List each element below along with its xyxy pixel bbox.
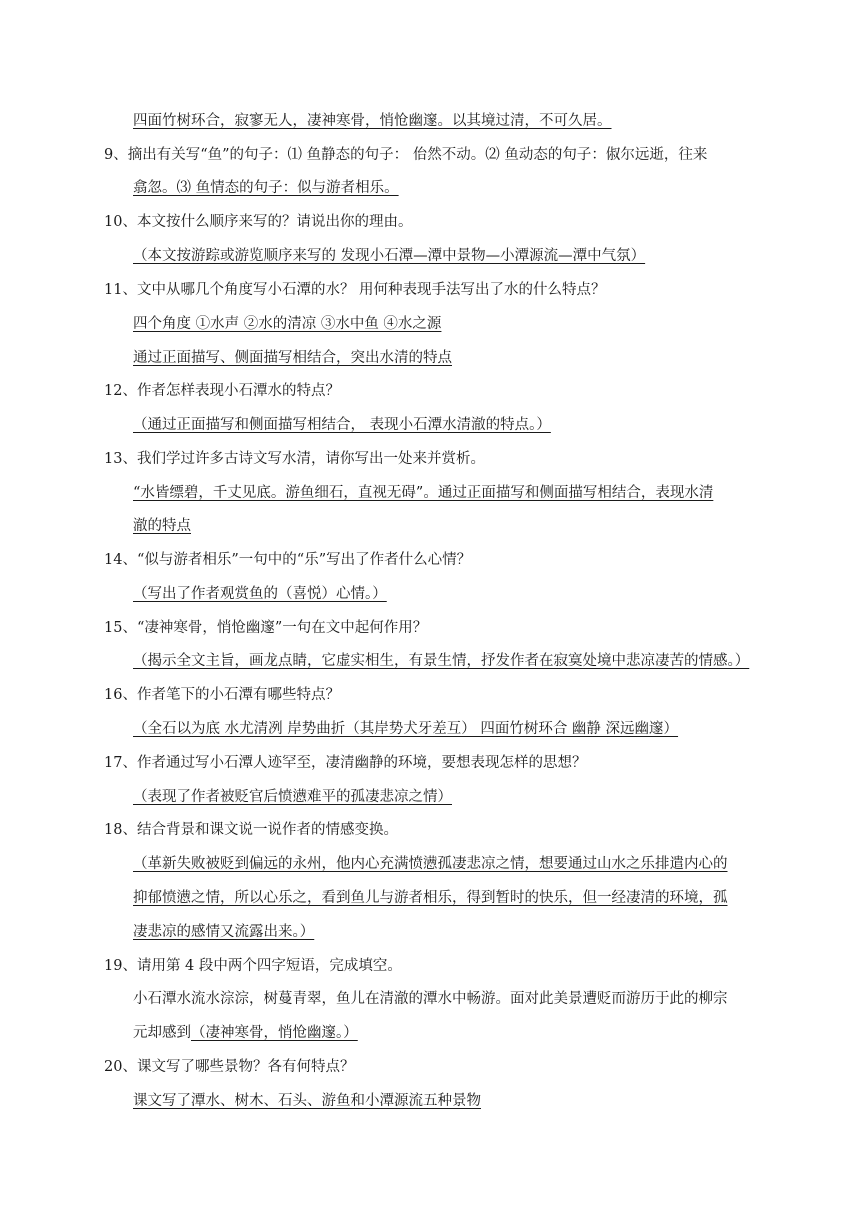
question-10: 10、本文按什么顺序来写的？请说出你的理由。: [104, 214, 413, 230]
answer-18-line-1: （革新失败被贬到偏远的永州，他内心充满愤懑孤凄悲凉之情，想要通过山水之乐排遣内心的: [133, 856, 728, 872]
answer-8-line-1: 四面竹树环合，寂寥无人，凄神寒骨，悄怆幽邃。以其境过清，不可久居。: [133, 113, 612, 129]
answer-11-line-1: 四个角度 ①水声 ②水的清凉 ③水中鱼 ④水之源: [133, 316, 442, 332]
answer-9-line-1: 翕忽。⑶ 鱼情态的句子：似与游者相乐。: [133, 180, 399, 196]
answer-12: （通过正面描写和侧面描写相结合， 表现小石潭水清澈的特点。）: [133, 417, 551, 433]
question-18: 18、结合背景和课文说一说作者的情感变换。: [104, 822, 398, 838]
answer-14: （写出了作者观赏鱼的（喜悦）心情。）: [133, 586, 387, 602]
fill-text-19-line-2: [133, 1023, 358, 1043]
fill-text-19-prefix: 元却感到: [133, 1025, 191, 1041]
answer-11-line-2: 通过正面描写、侧面描写相结合，突出水清的特点: [133, 350, 452, 366]
answer-13-line-2: 澈的特点: [133, 518, 191, 534]
question-19: 19、请用第 4 段中两个四字短语，完成填空。: [104, 958, 402, 974]
answer-17: （表现了作者被贬官后愤懑难平的孤凄悲凉之情）: [133, 789, 452, 805]
question-16: 16、作者笔下的小石潭有哪些特点？: [104, 687, 340, 703]
answer-20: 课文写了潭水、树木、石头、游鱼和小潭源流五种景物: [133, 1093, 481, 1109]
question-14: 14、“似与游者相乐”一句中的“乐”写出了作者什么心情？: [104, 552, 472, 568]
answer-10: （本文按游踪或游览顺序来写的 发现小石潭—潭中景物—小潭源流—潭中气氛）: [133, 248, 646, 264]
question-9: 9、摘出有关写“鱼”的句子：⑴ 鱼静态的句子： 佁然不动。⑵ 鱼动态的句子：俶尔远逝，往来: [104, 147, 708, 163]
question-13: 13、我们学过许多古诗文写水清，请你写出一处来并赏析。: [104, 451, 485, 467]
question-20: 20、课文写了哪些景物？各有何特点？: [104, 1059, 355, 1075]
question-17: 17、作者通过写小石潭人迹罕至，凄清幽静的环境，要想表现怎样的思想？: [104, 755, 587, 771]
fill-answer-19: （凄神寒骨，悄怆幽邃。）: [191, 1025, 358, 1041]
answer-16: （全石以为底 水尤清冽 岸势曲折（其岸势犬牙差互） 四面竹树环合 幽静 深远幽邃）: [133, 721, 679, 737]
answer-18-line-2: 抑郁愤懑之情，所以心乐之，看到鱼儿与游者相乐，得到暂时的快乐，但一经凄清的环境，孤: [133, 890, 728, 906]
question-15: 15、“凄神寒骨，悄怆幽邃”一句在文中起何作用？: [104, 620, 428, 636]
question-11: 11、文中从哪几个角度写小石潭的水？ 用何种表现手法写出了水的什么特点？: [104, 282, 606, 298]
answer-15: （揭示全文主旨，画龙点睛，它虚实相生，有景生情，抒发作者在寂寞处境中悲凉凄苦的情感。）: [133, 653, 750, 669]
fill-text-19-line-1: 小石潭水流水淙淙，树蔓青翠，鱼儿在清澈的潭水中畅游。面对此美景遭贬而游历于此的柳宗: [133, 991, 728, 1007]
answer-18-line-3: 凄悲凉的感情又流露出来。）: [133, 924, 315, 940]
question-12: 12、作者怎样表现小石潭水的特点？: [104, 383, 340, 399]
answer-13-line-1: “水皆缥碧，千丈见底。游鱼细石，直视无碍”。通过正面描写和侧面描写相结合，表现水清: [133, 485, 714, 501]
